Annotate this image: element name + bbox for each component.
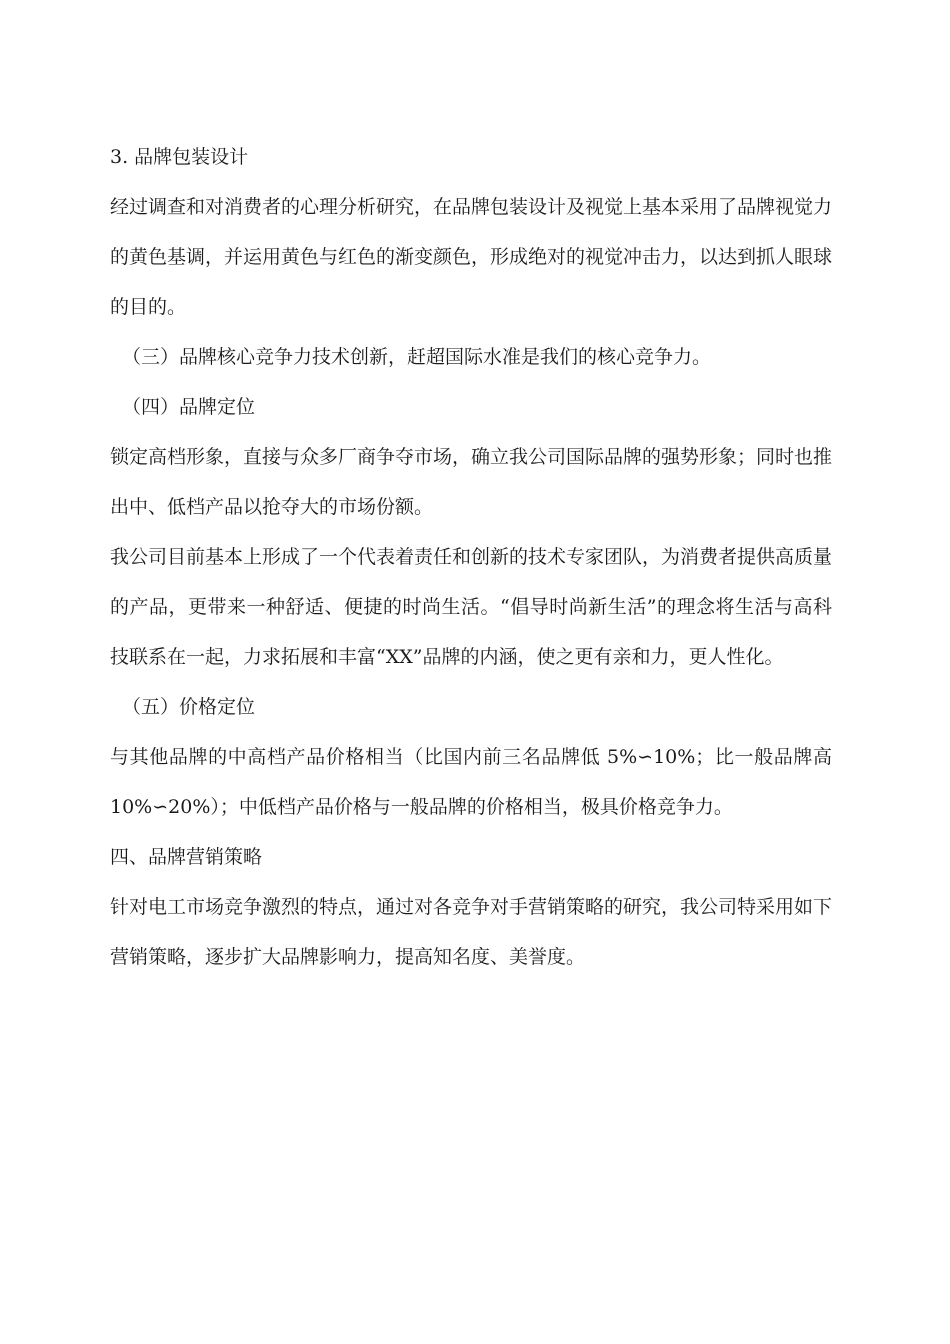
- heading-marketing-strategy: 四、品牌营销策略: [110, 846, 263, 868]
- paragraph-marketing-strategy: 针对电工市场竞争激烈的特点，通过对各竞争对手营销策略的研究，我公司特采用如下营销策略，逐步扩大品牌影响力，提高知名度、美誉度。: [110, 896, 833, 968]
- heading-price-positioning: （五）价格定位: [122, 696, 256, 718]
- heading-brand-positioning: （四）品牌定位: [122, 396, 256, 418]
- paragraph-expert-team: 我公司目前基本上形成了一个代表着责任和创新的技术专家团队，为消费者提供高质量的产品，更带来一种舒适、便捷的时尚生活。“倡导时尚新生活”的理念将生活与高科技联系在一起，力求拓展和丰富“XX”品牌的内涵，使之更有亲和力，更人性化。: [110, 546, 833, 668]
- paragraph-price-positioning: 与其他品牌的中高档产品价格相当（比国内前三名品牌低 5%∽10%；比一般品牌高 10%∽20%）；中低档产品价格与一般品牌的价格相当，极具价格竞争力。: [110, 746, 832, 818]
- paragraph-packaging-description: 经过调查和对消费者的心理分析研究，在品牌包装设计及视觉上基本采用了品牌视觉力的黄色基调，并运用黄色与红色的渐变颜色，形成绝对的视觉冲击力，以达到抓人眼球的目的。: [110, 196, 833, 318]
- paragraph-brand-positioning: 锁定高档形象，直接与众多厂商争夺市场，确立我公司国际品牌的强势形象；同时也推出中、低档产品以抢夺大的市场份额。: [110, 446, 833, 518]
- heading-core-competitiveness: （三）品牌核心竞争力技术创新，赶超国际水准是我们的核心竞争力。: [122, 346, 712, 368]
- document-body: [110, 132, 832, 982]
- heading-packaging-design: 3. 品牌包装设计: [110, 146, 249, 168]
